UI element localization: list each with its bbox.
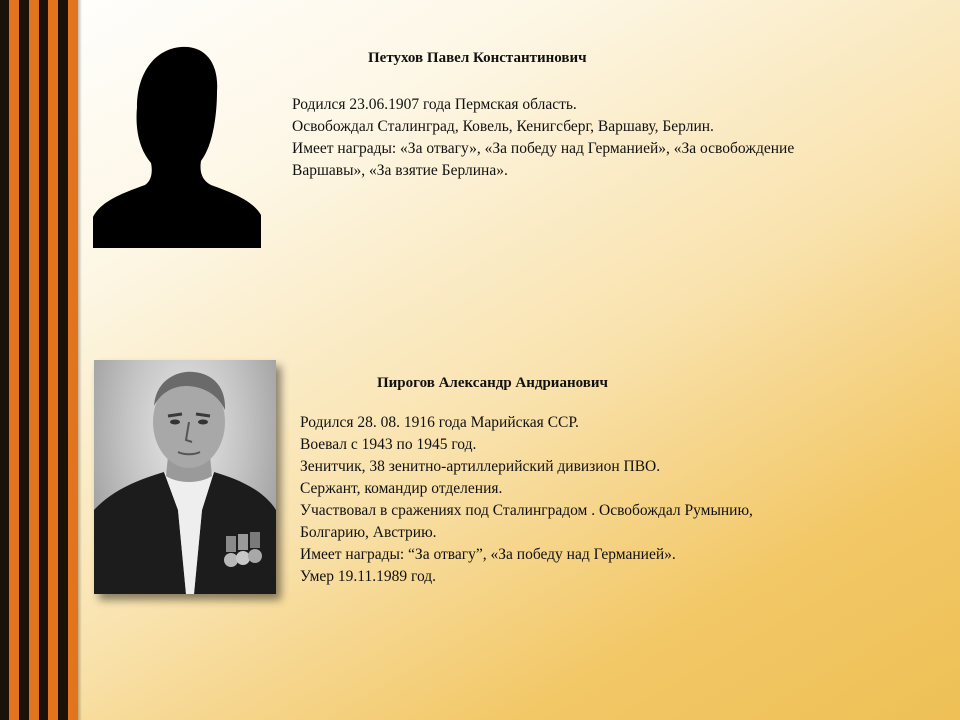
- person-silhouette-icon: [93, 45, 261, 248]
- bio-line: Освобождал Сталинград, Ковель, Кенигсберг, Варшаву, Берлин.: [292, 118, 714, 135]
- bio-line: Сержант, командир отделения.: [300, 480, 503, 497]
- bio-line: Болгарию, Австрию.: [300, 524, 437, 541]
- bio-line: Варшавы», «За взятие Берлина».: [292, 162, 508, 179]
- person1-name: Петухов Павел Константинович: [368, 50, 587, 66]
- bio-line: Имеет награды: «За отвагу», «За победу над Германией», «За освобождение: [292, 140, 795, 157]
- bio-line: Умер 19.11.1989 год.: [300, 568, 437, 585]
- bio-line: Воевал с 1943 по 1945 год.: [300, 436, 477, 453]
- bio-line: Имеет награды: “За отвагу”, «За победу над Германией».: [300, 546, 676, 563]
- bio-line: Родился 23.06.1907 года Пермская область.: [292, 96, 577, 113]
- person1-bio: [292, 94, 912, 182]
- bio-line: Зенитчик, 38 зенитно-артиллерийский дивизион ПВО.: [300, 458, 661, 475]
- person2-name: Пирогов Александр Андрианович: [377, 375, 608, 391]
- veteran-portrait-photo: [94, 360, 276, 594]
- st-george-ribbon: [0, 0, 78, 720]
- bio-line: Родился 28. 08. 1916 года Марийская ССР.: [300, 414, 579, 431]
- bio-line: Участвовал в сражениях под Сталинградом . Освобождал Румынию,: [300, 502, 753, 519]
- person2-bio: [300, 412, 900, 588]
